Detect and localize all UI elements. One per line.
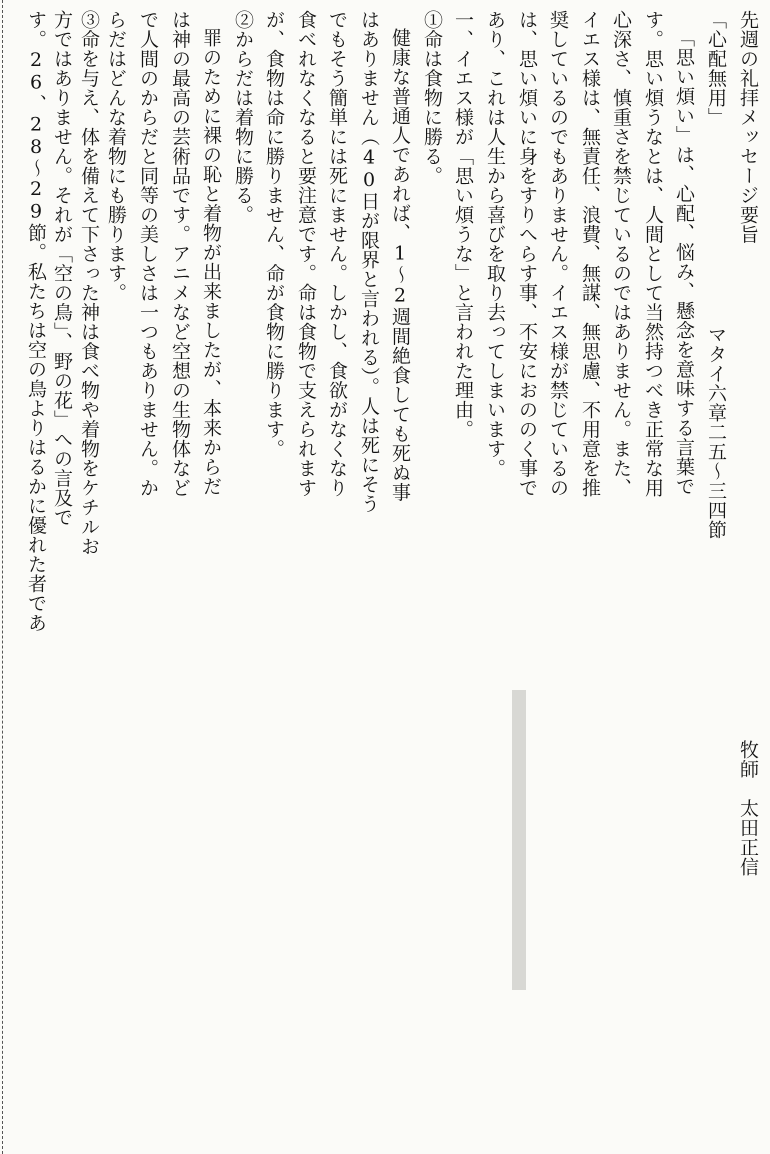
text-line: 方ではありません。それが「空の鳥」、野の花」への言及で	[51, 10, 73, 527]
subtitle: 「心配無用」	[705, 10, 727, 127]
text-line: は、思い煩いに身をすりへらす事、不安におののく事で	[516, 10, 538, 498]
text-line: はありません（40日が限界と言われる）。人は死にそう	[358, 10, 380, 514]
text-line: 心深さ、慎重さを禁じているのではありません。また、	[610, 10, 632, 498]
text-line: す。思い煩うなとは、人間として当然持つべき正常な用	[642, 10, 664, 498]
text-line: らだはどんな着物にも勝ります。	[105, 10, 127, 303]
author: 牧師 太田正信	[737, 740, 759, 877]
text-line: で人間のからだと同等の美しさは一つもありません。か	[137, 10, 159, 498]
text-line: イエス様は、無責任、浪費、無謀、無思慮、不用意を推	[579, 10, 601, 498]
text-line: 食べれなくなると要注意です。命は食物で支えられます	[295, 10, 317, 498]
text-line: す。26、28〜29節。私たちは空の鳥よりはるかに優れた者であ	[25, 10, 47, 633]
subsection-heading: ②からだは着物に勝る。	[232, 10, 254, 225]
text-line: あり、これは人生から喜びを取り去ってしまいます。	[484, 10, 506, 478]
subsection-heading: ①命は食物に勝る。	[421, 10, 443, 186]
text-line: が、食物は命に勝りません、命が食物に勝ります。	[263, 10, 285, 459]
text-line: 「思い煩い」は、心配、悩み、懸念を意味する言葉で	[673, 28, 695, 496]
text-line: 罪のために裸の恥と着物が出来ましたが、本来からだ	[200, 28, 222, 496]
text-line: 奨しているのでもありません。イエス様が禁じているの	[547, 10, 569, 498]
text-line: は神の最高の芸術品です。アニメなど空想の生物体など	[169, 10, 191, 498]
subsection-heading: ③命を与え、体を備えて下さった神は食べ物や着物をケチルお	[78, 10, 100, 556]
scripture-reference: マタイ六章二五〜三四節	[705, 325, 727, 540]
document-title: 先週の礼拝メッセージ要旨	[737, 10, 759, 244]
page-divider	[2, 0, 3, 1154]
text-line: でもそう簡単には死にません。しかし、食欲がなくなり	[326, 10, 348, 498]
text-line: 健康な普通人であれば、1〜2週間絶食しても死ぬ事	[389, 28, 411, 502]
section-heading: 一、イエス様が「思い煩うな」と言われた理由。	[452, 10, 474, 439]
